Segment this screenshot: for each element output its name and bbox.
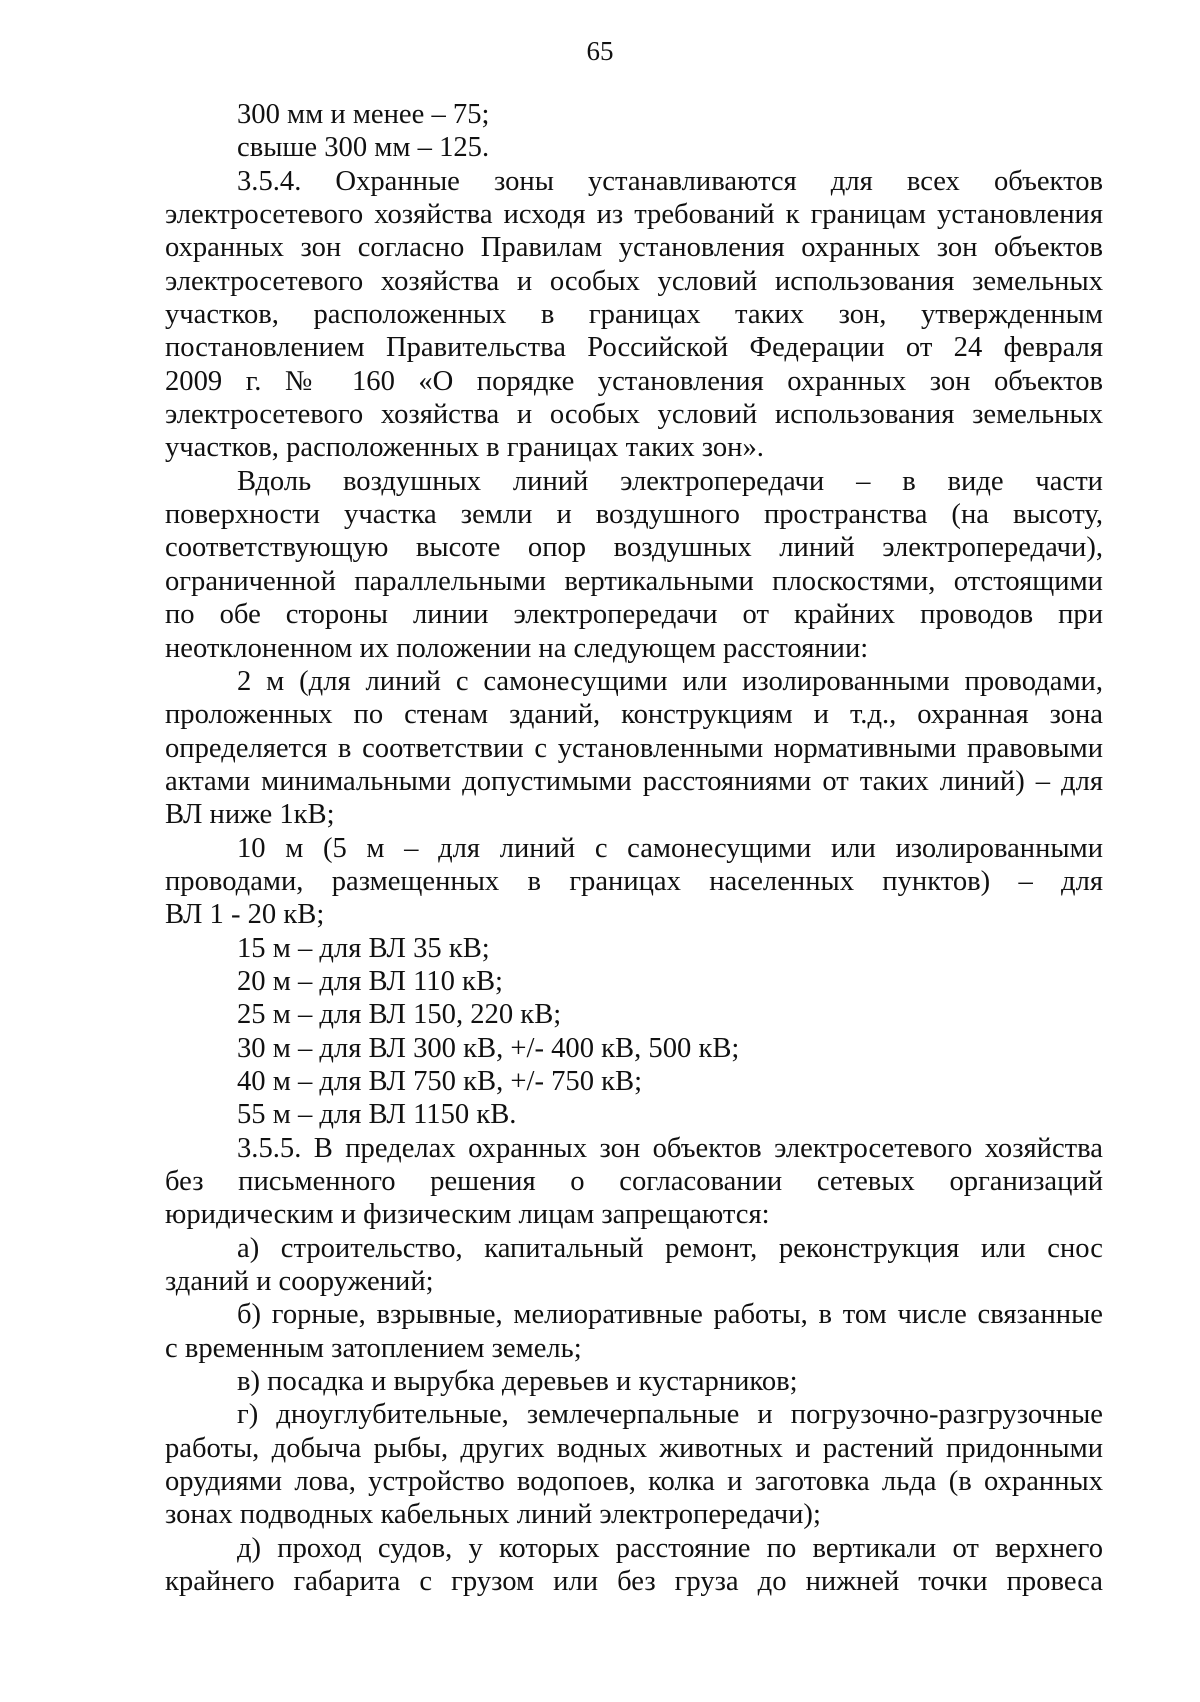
text-line: в) посадка и вырубка деревьев и кустарников; <box>237 1366 798 1398</box>
text-line: свыше 300 мм – 125. <box>237 132 490 164</box>
text-line: участков, расположенных в границах таких зон, утвержденным <box>165 299 1103 331</box>
text-line: участков, расположенных в границах таких зон». <box>165 432 764 464</box>
text-line: 10 м (5 м – для линий с самонесущими или изолированными <box>237 832 1103 864</box>
text-line: 300 мм и менее – 75; <box>237 99 490 130</box>
text-line: электросетевого хозяйства и особых условий использования земельных <box>165 265 1103 297</box>
text-line: 3.5.4. Охранные зоны устанавливаются для всех объектов <box>237 165 1103 197</box>
text-line: работы, добыча рыбы, других водных животных и растений придонными <box>165 1432 1103 1464</box>
text-line: с временным затоплением земель; <box>165 1332 582 1364</box>
text-line: 15 м – для ВЛ 35 кВ; <box>237 932 490 964</box>
text-line: 25 м – для ВЛ 150, 220 кВ; <box>237 999 562 1031</box>
text-line: электросетевого хозяйства и особых условий использования земельных <box>165 399 1103 431</box>
text-line: проводами, размещенных в границах населенных пунктов) – для <box>165 865 1103 897</box>
text-line: 2 м (для линий с самонесущими или изолированными проводами, <box>237 665 1103 697</box>
text-line: д) проход судов, у которых расстояние по вертикали от верхнего <box>237 1532 1103 1564</box>
text-line: 40 м – для ВЛ 750 кВ, +/- 750 кВ; <box>237 1065 643 1097</box>
text-line: г) дноуглубительные, землечерпальные и погрузочно-разгрузочные <box>237 1399 1103 1431</box>
text-line: зонах подводных кабельных линий электропередачи); <box>165 1499 821 1531</box>
text-line: 2009 г. № 160 «О порядке установления охранных зон объектов <box>165 365 1103 397</box>
document-body <box>165 98 1103 1598</box>
text-line: постановлением Правительства Российской Федерации от 24 февраля <box>165 332 1103 364</box>
text-line: неотклоненном их положении на следующем расстоянии: <box>165 632 869 664</box>
text-line: без письменного решения о согласовании сетевых организаций <box>165 1166 1103 1197</box>
text-line: крайнего габарита с грузом или без груза до нижней точки провеса <box>165 1566 1103 1598</box>
text-line: электросетевого хозяйства исходя из требований к границам установления <box>165 199 1103 231</box>
text-line: 55 м – для ВЛ 1150 кВ. <box>237 1099 517 1131</box>
text-line: ВЛ ниже 1кВ; <box>165 799 335 831</box>
text-line: проложенных по стенам зданий, конструкциям и т.д., охранная зона <box>165 699 1103 731</box>
text-line: 20 м – для ВЛ 110 кВ; <box>237 965 503 997</box>
text-line: соответствующую высоте опор воздушных линий электропередачи), <box>165 532 1103 564</box>
text-line: охранных зон согласно Правилам установления охранных зон объектов <box>165 232 1103 264</box>
text-line: ВЛ 1 - 20 кВ; <box>165 899 325 931</box>
text-line: ограниченной параллельными вертикальными плоскостями, отстоящими <box>165 565 1103 597</box>
text-line: Вдоль воздушных линий электропередачи – в виде части <box>237 465 1103 497</box>
text-line: 3.5.5. В пределах охранных зон объектов электросетевого хозяйства <box>237 1132 1103 1164</box>
text-line: орудиями лова, устройство водопоев, колка и заготовка льда (в охранных <box>165 1466 1103 1498</box>
text-line: определяется в соответствии с установленными нормативными правовыми <box>165 732 1103 764</box>
text-line: актами минимальными допустимыми расстояниями от таких линий) – для <box>165 765 1103 797</box>
text-line: поверхности участка земли и воздушного пространства (на высоту, <box>165 499 1103 531</box>
text-line: б) горные, взрывные, мелиоративные работы, в том числе связанные <box>237 1299 1103 1331</box>
text-line: а) строительство, капитальный ремонт, реконструкция или снос <box>237 1232 1103 1264</box>
text-line: зданий и сооружений; <box>165 1266 434 1298</box>
text-line: юридическим и физическим лицам запрещаются: <box>165 1199 770 1231</box>
page-number: 65 <box>586 36 614 66</box>
text-line: по обе стороны линии электропередачи от крайних проводов при <box>165 599 1103 631</box>
text-line: 30 м – для ВЛ 300 кВ, +/- 400 кВ, 500 кВ; <box>237 1032 740 1064</box>
